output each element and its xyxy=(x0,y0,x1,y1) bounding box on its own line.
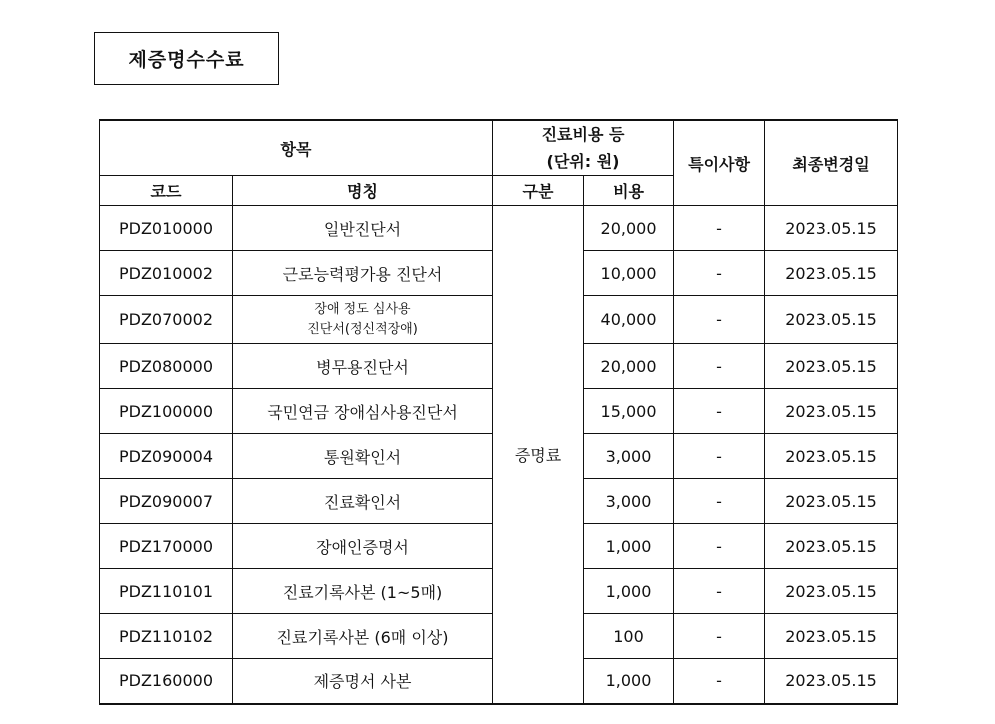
row-name: 장애인증명서 xyxy=(233,524,493,569)
header-name: 명칭 xyxy=(233,176,493,206)
header-cost xyxy=(493,120,674,176)
row-date: 2023.05.15 xyxy=(765,296,898,344)
header-fee: 비용 xyxy=(584,176,674,206)
row-code: PDZ090007 xyxy=(100,479,233,524)
header-item: 항목 xyxy=(100,120,493,176)
row-name: 진료확인서 xyxy=(233,479,493,524)
row-code: PDZ100000 xyxy=(100,389,233,434)
row-code: PDZ160000 xyxy=(100,659,233,704)
row-name xyxy=(233,296,493,344)
row-date: 2023.05.15 xyxy=(765,344,898,389)
row-code: PDZ070002 xyxy=(100,296,233,344)
row-remarks: - xyxy=(674,389,765,434)
page-title: 제증명수수료 xyxy=(94,32,279,85)
row-date: 2023.05.15 xyxy=(765,206,898,251)
header-last-modified: 최종변경일 xyxy=(765,120,898,206)
row-name-line1: 장애 정도 심사용 xyxy=(314,301,411,317)
row-fee: 20,000 xyxy=(584,206,674,251)
header-category: 구분 xyxy=(493,176,584,206)
row-date: 2023.05.15 xyxy=(765,251,898,296)
category-cell: 증명료 xyxy=(493,206,584,704)
row-date: 2023.05.15 xyxy=(765,389,898,434)
row-code: PDZ110101 xyxy=(100,569,233,614)
row-name: 제증명서 사본 xyxy=(233,659,493,704)
row-remarks: - xyxy=(674,524,765,569)
row-date: 2023.05.15 xyxy=(765,434,898,479)
row-remarks: - xyxy=(674,296,765,344)
row-code: PDZ110102 xyxy=(100,614,233,659)
row-code: PDZ090004 xyxy=(100,434,233,479)
row-remarks: - xyxy=(674,479,765,524)
row-date: 2023.05.15 xyxy=(765,479,898,524)
row-code: PDZ010002 xyxy=(100,251,233,296)
row-fee: 20,000 xyxy=(584,344,674,389)
row-fee: 40,000 xyxy=(584,296,674,344)
header-cost-line2: (단위: 원) xyxy=(546,152,620,171)
header-remarks: 특이사항 xyxy=(674,120,765,206)
row-fee: 1,000 xyxy=(584,659,674,704)
row-name: 근로능력평가용 진단서 xyxy=(233,251,493,296)
row-remarks: - xyxy=(674,434,765,479)
table-row xyxy=(100,206,898,251)
fee-table xyxy=(99,119,898,705)
row-name: 진료기록사본 (6매 이상) xyxy=(233,614,493,659)
row-remarks: - xyxy=(674,614,765,659)
row-date: 2023.05.15 xyxy=(765,524,898,569)
row-name: 진료기록사본 (1~5매) xyxy=(233,569,493,614)
row-fee: 1,000 xyxy=(584,569,674,614)
row-remarks: - xyxy=(674,659,765,704)
row-name: 국민연금 장애심사용진단서 xyxy=(233,389,493,434)
row-name-line2: 진단서(정신적장애) xyxy=(307,321,418,337)
row-remarks: - xyxy=(674,344,765,389)
row-fee: 100 xyxy=(584,614,674,659)
row-remarks: - xyxy=(674,251,765,296)
row-date: 2023.05.15 xyxy=(765,614,898,659)
row-date: 2023.05.15 xyxy=(765,569,898,614)
row-fee: 15,000 xyxy=(584,389,674,434)
row-fee: 10,000 xyxy=(584,251,674,296)
row-fee: 1,000 xyxy=(584,524,674,569)
row-fee: 3,000 xyxy=(584,479,674,524)
row-code: PDZ080000 xyxy=(100,344,233,389)
row-remarks: - xyxy=(674,569,765,614)
row-fee: 3,000 xyxy=(584,434,674,479)
row-name: 병무용진단서 xyxy=(233,344,493,389)
row-name: 일반진단서 xyxy=(233,206,493,251)
header-cost-line1: 진료비용 등 xyxy=(541,125,625,144)
row-name: 통원확인서 xyxy=(233,434,493,479)
row-remarks: - xyxy=(674,206,765,251)
row-date: 2023.05.15 xyxy=(765,659,898,704)
row-code: PDZ170000 xyxy=(100,524,233,569)
header-code: 코드 xyxy=(100,176,233,206)
row-code: PDZ010000 xyxy=(100,206,233,251)
header-row-1 xyxy=(100,120,898,176)
